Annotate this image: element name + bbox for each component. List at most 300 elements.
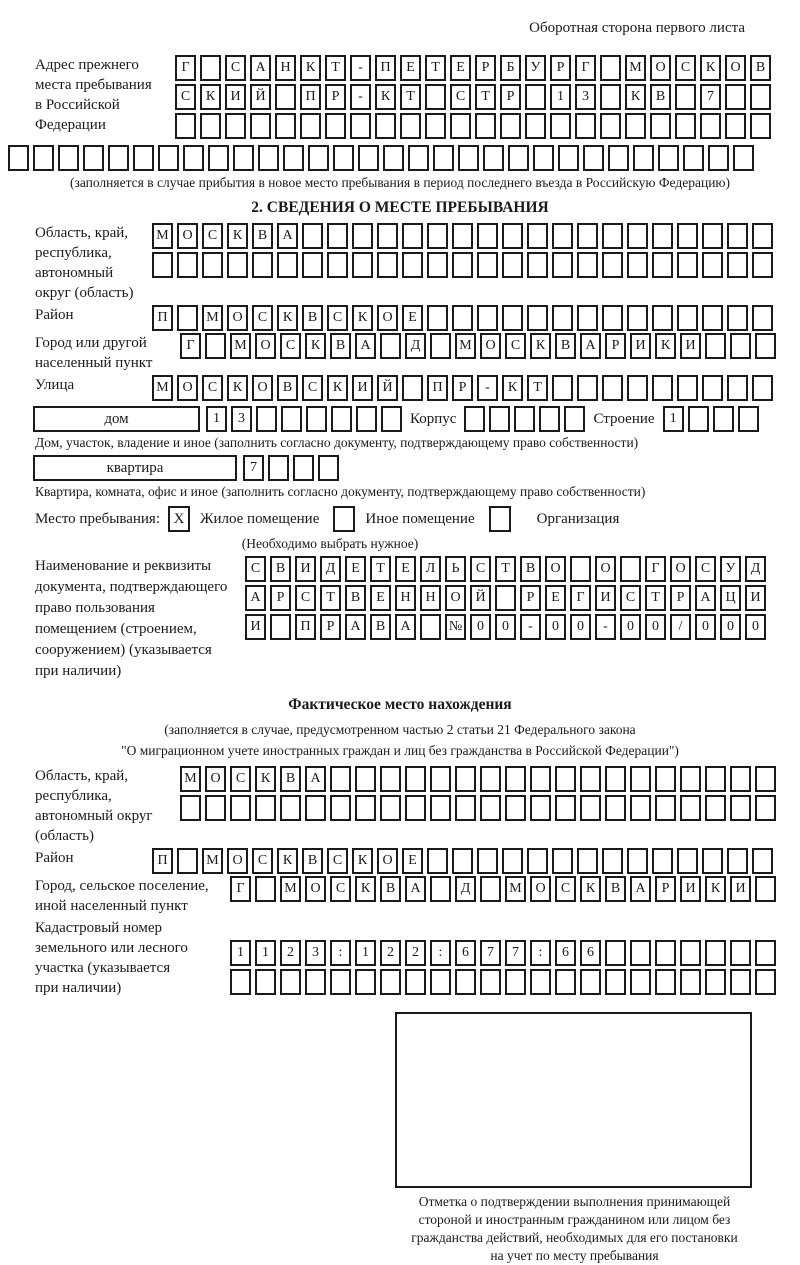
char-cell[interactable] <box>158 145 179 171</box>
char-cell[interactable] <box>702 223 723 249</box>
char-cell[interactable] <box>705 969 726 995</box>
char-cell[interactable] <box>600 55 621 81</box>
char-cell[interactable] <box>281 406 302 432</box>
char-cell[interactable]: Г <box>230 876 251 902</box>
char-cell[interactable]: Р <box>325 84 346 110</box>
char-cell[interactable]: А <box>250 55 271 81</box>
char-cell[interactable]: 3 <box>575 84 596 110</box>
char-cell[interactable] <box>600 84 621 110</box>
char-cell[interactable] <box>283 145 304 171</box>
char-cell[interactable] <box>600 113 621 139</box>
char-cell[interactable] <box>402 375 423 401</box>
char-cell[interactable]: С <box>327 305 348 331</box>
char-cell[interactable] <box>230 795 251 821</box>
char-cell[interactable] <box>152 252 173 278</box>
char-cell[interactable]: Г <box>570 585 591 611</box>
char-cell[interactable] <box>477 252 498 278</box>
char-cell[interactable] <box>452 848 473 874</box>
char-cell[interactable] <box>255 876 276 902</box>
char-cell[interactable] <box>577 252 598 278</box>
char-cell[interactable] <box>680 969 701 995</box>
char-cell[interactable]: Е <box>402 305 423 331</box>
char-cell[interactable] <box>527 848 548 874</box>
char-cell[interactable] <box>577 305 598 331</box>
char-cell[interactable]: В <box>270 556 291 582</box>
char-cell[interactable]: Р <box>605 333 626 359</box>
char-cell[interactable]: 2 <box>280 940 301 966</box>
char-cell[interactable]: - <box>595 614 616 640</box>
char-cell[interactable]: Б <box>500 55 521 81</box>
char-cell[interactable]: О <box>650 55 671 81</box>
char-cell[interactable] <box>627 223 648 249</box>
char-cell[interactable] <box>208 145 229 171</box>
char-cell[interactable]: О <box>445 585 466 611</box>
char-cell[interactable] <box>652 223 673 249</box>
char-cell[interactable]: В <box>280 766 301 792</box>
char-cell[interactable]: К <box>625 84 646 110</box>
char-cell[interactable]: Р <box>452 375 473 401</box>
char-cell[interactable] <box>268 455 289 481</box>
char-cell[interactable] <box>527 252 548 278</box>
char-cell[interactable] <box>700 113 721 139</box>
char-cell[interactable] <box>200 55 221 81</box>
char-cell[interactable] <box>508 145 529 171</box>
char-cell[interactable] <box>627 375 648 401</box>
char-cell[interactable] <box>683 145 704 171</box>
char-cell[interactable] <box>577 375 598 401</box>
char-cell[interactable] <box>427 848 448 874</box>
char-cell[interactable]: К <box>255 766 276 792</box>
char-cell[interactable] <box>458 145 479 171</box>
char-cell[interactable]: О <box>255 333 276 359</box>
char-cell[interactable] <box>452 223 473 249</box>
char-cell[interactable] <box>577 223 598 249</box>
char-cell[interactable]: М <box>280 876 301 902</box>
char-cell[interactable]: 2 <box>405 940 426 966</box>
char-cell[interactable]: С <box>245 556 266 582</box>
char-cell[interactable] <box>502 848 523 874</box>
char-cell[interactable] <box>713 406 734 432</box>
char-cell[interactable] <box>108 145 129 171</box>
char-cell[interactable] <box>302 223 323 249</box>
char-cell[interactable] <box>402 252 423 278</box>
char-cell[interactable] <box>608 145 629 171</box>
char-cell[interactable]: С <box>470 556 491 582</box>
organizatsiya-checkbox[interactable] <box>489 506 511 532</box>
char-cell[interactable]: О <box>377 305 398 331</box>
char-cell[interactable]: И <box>680 333 701 359</box>
char-cell[interactable]: В <box>520 556 541 582</box>
char-cell[interactable] <box>495 585 516 611</box>
char-cell[interactable] <box>408 145 429 171</box>
char-cell[interactable] <box>325 113 346 139</box>
char-cell[interactable]: И <box>595 585 616 611</box>
char-cell[interactable] <box>175 113 196 139</box>
char-cell[interactable] <box>564 406 585 432</box>
char-cell[interactable] <box>280 969 301 995</box>
char-cell[interactable] <box>552 252 573 278</box>
char-cell[interactable] <box>133 145 154 171</box>
char-cell[interactable]: М <box>625 55 646 81</box>
char-cell[interactable] <box>605 940 626 966</box>
dom-box[interactable]: дом <box>33 406 200 432</box>
char-cell[interactable] <box>330 795 351 821</box>
char-cell[interactable]: : <box>430 940 451 966</box>
char-cell[interactable]: Г <box>180 333 201 359</box>
char-cell[interactable]: 7 <box>505 940 526 966</box>
char-cell[interactable] <box>375 113 396 139</box>
char-cell[interactable]: Й <box>250 84 271 110</box>
char-cell[interactable]: М <box>202 305 223 331</box>
char-cell[interactable]: С <box>302 375 323 401</box>
char-cell[interactable]: К <box>300 55 321 81</box>
char-cell[interactable]: А <box>345 614 366 640</box>
char-cell[interactable] <box>256 406 277 432</box>
char-cell[interactable]: Д <box>455 876 476 902</box>
char-cell[interactable]: Т <box>425 55 446 81</box>
char-cell[interactable] <box>658 145 679 171</box>
char-cell[interactable] <box>430 795 451 821</box>
char-cell[interactable] <box>258 145 279 171</box>
char-cell[interactable] <box>293 455 314 481</box>
char-cell[interactable]: О <box>377 848 398 874</box>
char-cell[interactable]: В <box>555 333 576 359</box>
char-cell[interactable]: К <box>530 333 551 359</box>
char-cell[interactable]: С <box>202 375 223 401</box>
char-cell[interactable]: Е <box>345 556 366 582</box>
char-cell[interactable]: Н <box>420 585 441 611</box>
char-cell[interactable]: П <box>375 55 396 81</box>
char-cell[interactable] <box>552 375 573 401</box>
char-cell[interactable]: 3 <box>231 406 252 432</box>
char-cell[interactable]: К <box>375 84 396 110</box>
char-cell[interactable] <box>708 145 729 171</box>
char-cell[interactable]: - <box>350 55 371 81</box>
char-cell[interactable] <box>500 113 521 139</box>
char-cell[interactable]: К <box>200 84 221 110</box>
char-cell[interactable]: О <box>227 848 248 874</box>
char-cell[interactable] <box>630 795 651 821</box>
char-cell[interactable] <box>555 766 576 792</box>
char-cell[interactable] <box>177 252 198 278</box>
char-cell[interactable] <box>675 84 696 110</box>
char-cell[interactable] <box>430 766 451 792</box>
char-cell[interactable] <box>455 969 476 995</box>
char-cell[interactable]: Й <box>470 585 491 611</box>
char-cell[interactable] <box>318 455 339 481</box>
char-cell[interactable] <box>570 556 591 582</box>
char-cell[interactable] <box>752 223 773 249</box>
char-cell[interactable] <box>705 333 726 359</box>
char-cell[interactable] <box>33 145 54 171</box>
char-cell[interactable] <box>306 406 327 432</box>
char-cell[interactable]: А <box>277 223 298 249</box>
char-cell[interactable]: Т <box>400 84 421 110</box>
char-cell[interactable] <box>677 305 698 331</box>
char-cell[interactable] <box>400 113 421 139</box>
char-cell[interactable]: 0 <box>495 614 516 640</box>
char-cell[interactable]: А <box>305 766 326 792</box>
char-cell[interactable] <box>205 333 226 359</box>
char-cell[interactable] <box>730 940 751 966</box>
char-cell[interactable] <box>333 145 354 171</box>
char-cell[interactable] <box>405 795 426 821</box>
char-cell[interactable]: 1 <box>663 406 684 432</box>
char-cell[interactable] <box>430 969 451 995</box>
char-cell[interactable] <box>275 113 296 139</box>
zhiloe-checkbox[interactable]: X <box>168 506 190 532</box>
char-cell[interactable] <box>602 375 623 401</box>
char-cell[interactable]: С <box>225 55 246 81</box>
char-cell[interactable] <box>552 848 573 874</box>
char-cell[interactable] <box>539 406 560 432</box>
char-cell[interactable] <box>755 795 776 821</box>
char-cell[interactable]: А <box>355 333 376 359</box>
char-cell[interactable]: К <box>655 333 676 359</box>
char-cell[interactable]: 1 <box>550 84 571 110</box>
char-cell[interactable]: 0 <box>620 614 641 640</box>
char-cell[interactable] <box>483 145 504 171</box>
char-cell[interactable] <box>480 876 501 902</box>
char-cell[interactable] <box>255 969 276 995</box>
char-cell[interactable]: Д <box>320 556 341 582</box>
char-cell[interactable] <box>602 848 623 874</box>
char-cell[interactable]: Д <box>745 556 766 582</box>
char-cell[interactable] <box>627 305 648 331</box>
char-cell[interactable]: - <box>350 84 371 110</box>
char-cell[interactable] <box>183 145 204 171</box>
char-cell[interactable] <box>305 795 326 821</box>
char-cell[interactable] <box>580 795 601 821</box>
char-cell[interactable] <box>180 795 201 821</box>
char-cell[interactable]: О <box>480 333 501 359</box>
char-cell[interactable]: С <box>252 305 273 331</box>
char-cell[interactable] <box>705 940 726 966</box>
char-cell[interactable] <box>377 223 398 249</box>
char-cell[interactable]: М <box>455 333 476 359</box>
char-cell[interactable] <box>675 113 696 139</box>
char-cell[interactable]: С <box>330 876 351 902</box>
char-cell[interactable] <box>702 305 723 331</box>
char-cell[interactable] <box>380 795 401 821</box>
char-cell[interactable] <box>550 113 571 139</box>
char-cell[interactable]: 1 <box>355 940 376 966</box>
char-cell[interactable] <box>355 969 376 995</box>
char-cell[interactable]: М <box>152 223 173 249</box>
char-cell[interactable]: С <box>620 585 641 611</box>
char-cell[interactable]: П <box>427 375 448 401</box>
char-cell[interactable] <box>530 969 551 995</box>
char-cell[interactable] <box>377 252 398 278</box>
char-cell[interactable]: Т <box>475 84 496 110</box>
char-cell[interactable]: С <box>280 333 301 359</box>
char-cell[interactable] <box>252 252 273 278</box>
char-cell[interactable]: М <box>180 766 201 792</box>
char-cell[interactable]: 1 <box>206 406 227 432</box>
char-cell[interactable]: Е <box>400 55 421 81</box>
char-cell[interactable] <box>705 766 726 792</box>
char-cell[interactable] <box>527 223 548 249</box>
char-cell[interactable] <box>755 333 776 359</box>
char-cell[interactable] <box>277 252 298 278</box>
char-cell[interactable] <box>530 795 551 821</box>
char-cell[interactable]: 7 <box>480 940 501 966</box>
char-cell[interactable]: С <box>202 223 223 249</box>
char-cell[interactable]: И <box>352 375 373 401</box>
char-cell[interactable] <box>280 795 301 821</box>
char-cell[interactable] <box>527 305 548 331</box>
char-cell[interactable]: Е <box>370 585 391 611</box>
char-cell[interactable] <box>652 305 673 331</box>
char-cell[interactable]: 2 <box>380 940 401 966</box>
char-cell[interactable]: А <box>580 333 601 359</box>
char-cell[interactable] <box>480 766 501 792</box>
char-cell[interactable] <box>627 848 648 874</box>
char-cell[interactable] <box>605 766 626 792</box>
char-cell[interactable] <box>677 223 698 249</box>
char-cell[interactable]: П <box>152 848 173 874</box>
char-cell[interactable] <box>355 795 376 821</box>
char-cell[interactable] <box>233 145 254 171</box>
char-cell[interactable]: Г <box>175 55 196 81</box>
char-cell[interactable] <box>633 145 654 171</box>
char-cell[interactable]: О <box>227 305 248 331</box>
char-cell[interactable] <box>738 406 759 432</box>
char-cell[interactable] <box>733 145 754 171</box>
char-cell[interactable] <box>358 145 379 171</box>
char-cell[interactable] <box>727 305 748 331</box>
char-cell[interactable] <box>525 113 546 139</box>
char-cell[interactable] <box>383 145 404 171</box>
char-cell[interactable]: П <box>152 305 173 331</box>
char-cell[interactable] <box>270 614 291 640</box>
char-cell[interactable] <box>680 795 701 821</box>
char-cell[interactable]: К <box>352 305 373 331</box>
char-cell[interactable] <box>327 223 348 249</box>
char-cell[interactable]: Р <box>320 614 341 640</box>
char-cell[interactable] <box>405 969 426 995</box>
char-cell[interactable] <box>505 969 526 995</box>
char-cell[interactable]: О <box>305 876 326 902</box>
char-cell[interactable] <box>558 145 579 171</box>
char-cell[interactable] <box>380 333 401 359</box>
char-cell[interactable]: Т <box>645 585 666 611</box>
char-cell[interactable]: 0 <box>745 614 766 640</box>
char-cell[interactable] <box>308 145 329 171</box>
char-cell[interactable]: М <box>152 375 173 401</box>
char-cell[interactable]: В <box>650 84 671 110</box>
char-cell[interactable] <box>427 252 448 278</box>
char-cell[interactable]: 6 <box>580 940 601 966</box>
char-cell[interactable] <box>505 766 526 792</box>
char-cell[interactable]: 0 <box>645 614 666 640</box>
char-cell[interactable]: К <box>227 375 248 401</box>
char-cell[interactable]: М <box>202 848 223 874</box>
char-cell[interactable]: Ц <box>720 585 741 611</box>
char-cell[interactable]: 0 <box>695 614 716 640</box>
char-cell[interactable] <box>330 969 351 995</box>
char-cell[interactable]: В <box>605 876 626 902</box>
char-cell[interactable] <box>555 969 576 995</box>
char-cell[interactable]: Т <box>320 585 341 611</box>
char-cell[interactable] <box>625 113 646 139</box>
char-cell[interactable] <box>355 766 376 792</box>
char-cell[interactable] <box>505 795 526 821</box>
char-cell[interactable] <box>602 252 623 278</box>
char-cell[interactable] <box>552 223 573 249</box>
char-cell[interactable]: Р <box>670 585 691 611</box>
char-cell[interactable] <box>730 766 751 792</box>
char-cell[interactable]: 0 <box>545 614 566 640</box>
char-cell[interactable]: К <box>227 223 248 249</box>
char-cell[interactable]: О <box>545 556 566 582</box>
char-cell[interactable] <box>630 766 651 792</box>
char-cell[interactable] <box>502 252 523 278</box>
char-cell[interactable] <box>83 145 104 171</box>
char-cell[interactable]: К <box>502 375 523 401</box>
char-cell[interactable] <box>755 766 776 792</box>
char-cell[interactable]: В <box>380 876 401 902</box>
char-cell[interactable]: - <box>477 375 498 401</box>
char-cell[interactable]: И <box>730 876 751 902</box>
char-cell[interactable] <box>425 113 446 139</box>
char-cell[interactable] <box>727 223 748 249</box>
char-cell[interactable]: В <box>370 614 391 640</box>
char-cell[interactable]: 6 <box>455 940 476 966</box>
kvartira-box[interactable]: квартира <box>33 455 237 481</box>
char-cell[interactable] <box>225 113 246 139</box>
char-cell[interactable]: Р <box>550 55 571 81</box>
char-cell[interactable]: К <box>700 55 721 81</box>
char-cell[interactable]: К <box>705 876 726 902</box>
char-cell[interactable] <box>702 375 723 401</box>
char-cell[interactable]: Т <box>325 55 346 81</box>
char-cell[interactable]: С <box>695 556 716 582</box>
char-cell[interactable]: Е <box>395 556 416 582</box>
char-cell[interactable] <box>205 795 226 821</box>
char-cell[interactable]: М <box>230 333 251 359</box>
char-cell[interactable] <box>480 969 501 995</box>
char-cell[interactable]: А <box>395 614 416 640</box>
char-cell[interactable] <box>227 252 248 278</box>
char-cell[interactable]: В <box>302 305 323 331</box>
char-cell[interactable] <box>702 252 723 278</box>
char-cell[interactable] <box>655 766 676 792</box>
char-cell[interactable] <box>327 252 348 278</box>
char-cell[interactable] <box>380 969 401 995</box>
char-cell[interactable]: С <box>555 876 576 902</box>
char-cell[interactable]: В <box>277 375 298 401</box>
char-cell[interactable] <box>177 305 198 331</box>
char-cell[interactable]: И <box>630 333 651 359</box>
char-cell[interactable]: 7 <box>700 84 721 110</box>
char-cell[interactable]: Р <box>655 876 676 902</box>
char-cell[interactable]: Р <box>475 55 496 81</box>
char-cell[interactable] <box>702 848 723 874</box>
char-cell[interactable] <box>230 969 251 995</box>
char-cell[interactable] <box>455 795 476 821</box>
char-cell[interactable] <box>655 969 676 995</box>
char-cell[interactable]: О <box>670 556 691 582</box>
char-cell[interactable] <box>430 876 451 902</box>
char-cell[interactable] <box>630 969 651 995</box>
char-cell[interactable] <box>730 969 751 995</box>
char-cell[interactable] <box>727 848 748 874</box>
char-cell[interactable]: 1 <box>255 940 276 966</box>
char-cell[interactable] <box>605 795 626 821</box>
char-cell[interactable] <box>255 795 276 821</box>
char-cell[interactable] <box>477 848 498 874</box>
